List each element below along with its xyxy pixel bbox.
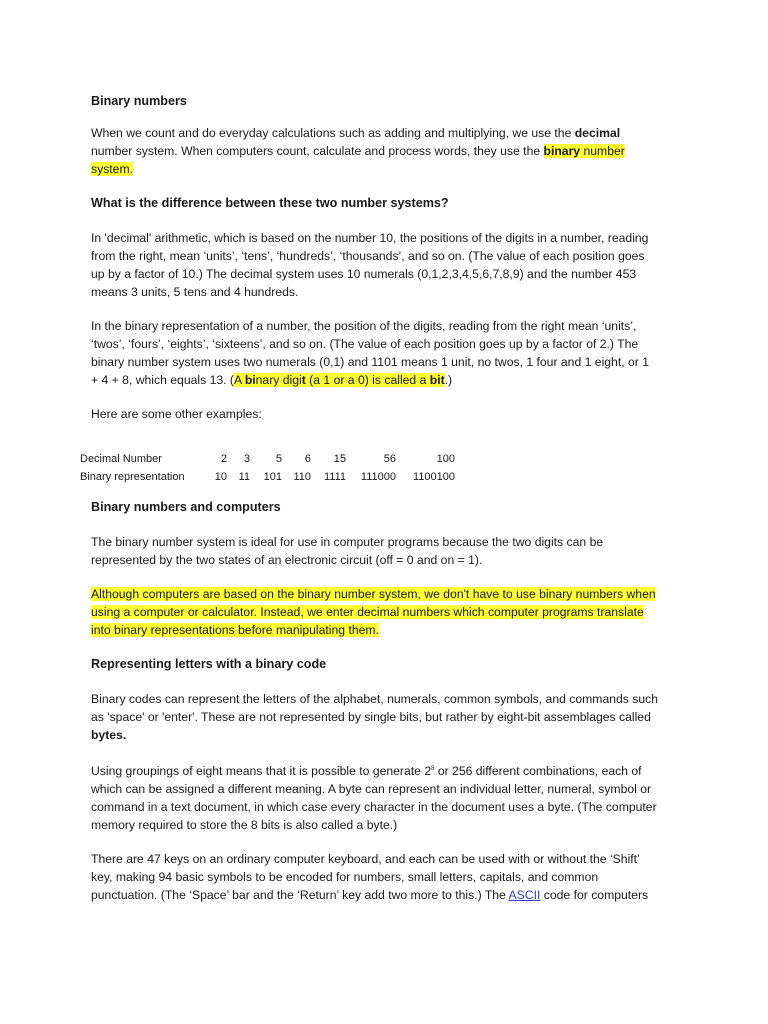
groupings-text-2: or 256 different combinations, each of which can be assigned a different meaning. A byte can represent an individual letter, numeral, symbol or command in a text document, in which case every character in the document uses a byte. (The computer memory required to store the 8 bits is also called a byte.) <box>91 764 657 833</box>
table-cell: 11 <box>238 471 250 483</box>
table-cell: 110 <box>293 471 311 483</box>
bit-definition-bold-t: t <box>301 373 306 387</box>
groupings-paragraph <box>91 760 659 834</box>
decimal-term: decimal <box>574 126 621 140</box>
binary-paragraph-end: .) <box>444 373 453 387</box>
table-row-decimal <box>80 450 455 468</box>
ascii-link[interactable]: ASCII <box>508 888 541 903</box>
section3-paragraph <box>91 690 659 744</box>
table-cell: 1100100 <box>412 471 455 483</box>
section2-highlight-paragraph <box>91 585 659 639</box>
bytes-term: bytes. <box>91 728 127 742</box>
examples-intro: Here are some other examples: <box>91 407 262 421</box>
bit-definition-highlight <box>234 373 445 387</box>
question-heading: What is the difference between these two number systems? <box>91 196 449 210</box>
examples-table <box>80 450 455 486</box>
binary-term: binary <box>543 144 581 158</box>
intro-text-2: number system. When computers count, calculate and process words, they use the <box>91 144 544 158</box>
table-cell: 5 <box>275 453 282 465</box>
decimal-row-label: Decimal Number <box>80 453 162 465</box>
binary-term-tail: number system. <box>91 144 625 176</box>
table-cell: 10 <box>214 471 227 483</box>
table-cell: 56 <box>383 453 396 465</box>
binary-paragraph <box>91 317 659 389</box>
exponent: 8 <box>431 766 435 772</box>
decimal-paragraph: In 'decimal' arithmetic, which is based on the number 10, the positions of the digits in a number, reading from the right, mean ‘units’, ‘tens’, ‘hundreds’, ‘thousands’, and so on. (The value of each position goes up by a factor of 10.) The decimal system uses 10 numerals (0,1,2,3,4,5,6,7,8,9) and the number 453 means 3 units, 5 tens and 4 hundreds. <box>91 231 649 299</box>
table-cell: 101 <box>263 471 282 483</box>
bit-definition-part-2: nary digi <box>255 373 302 387</box>
binary-paragraph-text: In the binary representation of a number, the position of the digits, reading from the right mean ‘units’, ‘twos’, ‘fours’, ‘eights’, ‘sixteens’, and so on. (The value of each position goes up by a factor of 2.) The binary number system uses two numerals (0,1) and 1101 means 1 unit, no twos, 1 four and 1 eight, or 1 + 4 + 8, which equals 13. ( <box>91 319 649 387</box>
intro-text: When we count and do everyday calculations such as adding and multiplying, we use the <box>91 126 575 140</box>
table-cell: 2 <box>220 453 227 465</box>
section-heading-computers: Binary numbers and computers <box>91 500 281 514</box>
table-cell: 6 <box>304 453 311 465</box>
binary-row-label: Binary representation <box>80 471 185 483</box>
keys-text-2: code for computers <box>540 888 649 903</box>
highlighted-text: Although computers are based on the binary number system, we don't have to use binary numbers when using a computer or calculator. Instead, we enter decimal numbers which computer programs translate into binary representations before manipulating them. <box>91 587 656 637</box>
document-body-2 <box>91 498 659 920</box>
keys-paragraph <box>91 850 659 904</box>
table-row-binary <box>80 468 455 486</box>
table-cell: 100 <box>436 453 455 465</box>
intro-paragraph <box>91 124 659 178</box>
document-body <box>91 92 659 439</box>
table-cell: 111000 <box>360 471 396 483</box>
table-cell: 1111 <box>323 471 346 483</box>
table-cell: 15 <box>333 453 346 465</box>
groupings-text: Using groupings of eight means that it is possible to generate 2 <box>91 764 432 779</box>
section2-paragraph: The binary number system is ideal for use in computer programs because the two digits can be represented by the two states of an electronic circuit (off = 0 and on = 1). <box>91 535 604 567</box>
bit-definition-part-3: (a 1 or a 0) is called a <box>305 373 430 387</box>
page-title: Binary numbers <box>91 94 187 108</box>
section-heading-letters: Representing letters with a binary code <box>91 657 327 671</box>
bit-definition-part: A <box>233 373 245 387</box>
section3-text: Binary codes can represent the letters of the alphabet, numerals, common symbols, and commands such as 'space' or 'enter'. These are not represented by single bits, but rather by eight-bit assemblages called <box>91 692 659 724</box>
bit-term: bit <box>429 373 445 387</box>
keys-text: There are 47 keys on an ordinary computer keyboard, and each can be used with or without the ‘Shift’ key, making 94 basic symbols to be encoded for numbers, small letters, capitals, and common punctuation. (The ‘Space’ bar and the ‘Return’ key add two more to this.) The <box>91 852 640 903</box>
table-cell: 3 <box>243 453 250 465</box>
bit-definition-bold-bi: bi <box>244 373 256 387</box>
